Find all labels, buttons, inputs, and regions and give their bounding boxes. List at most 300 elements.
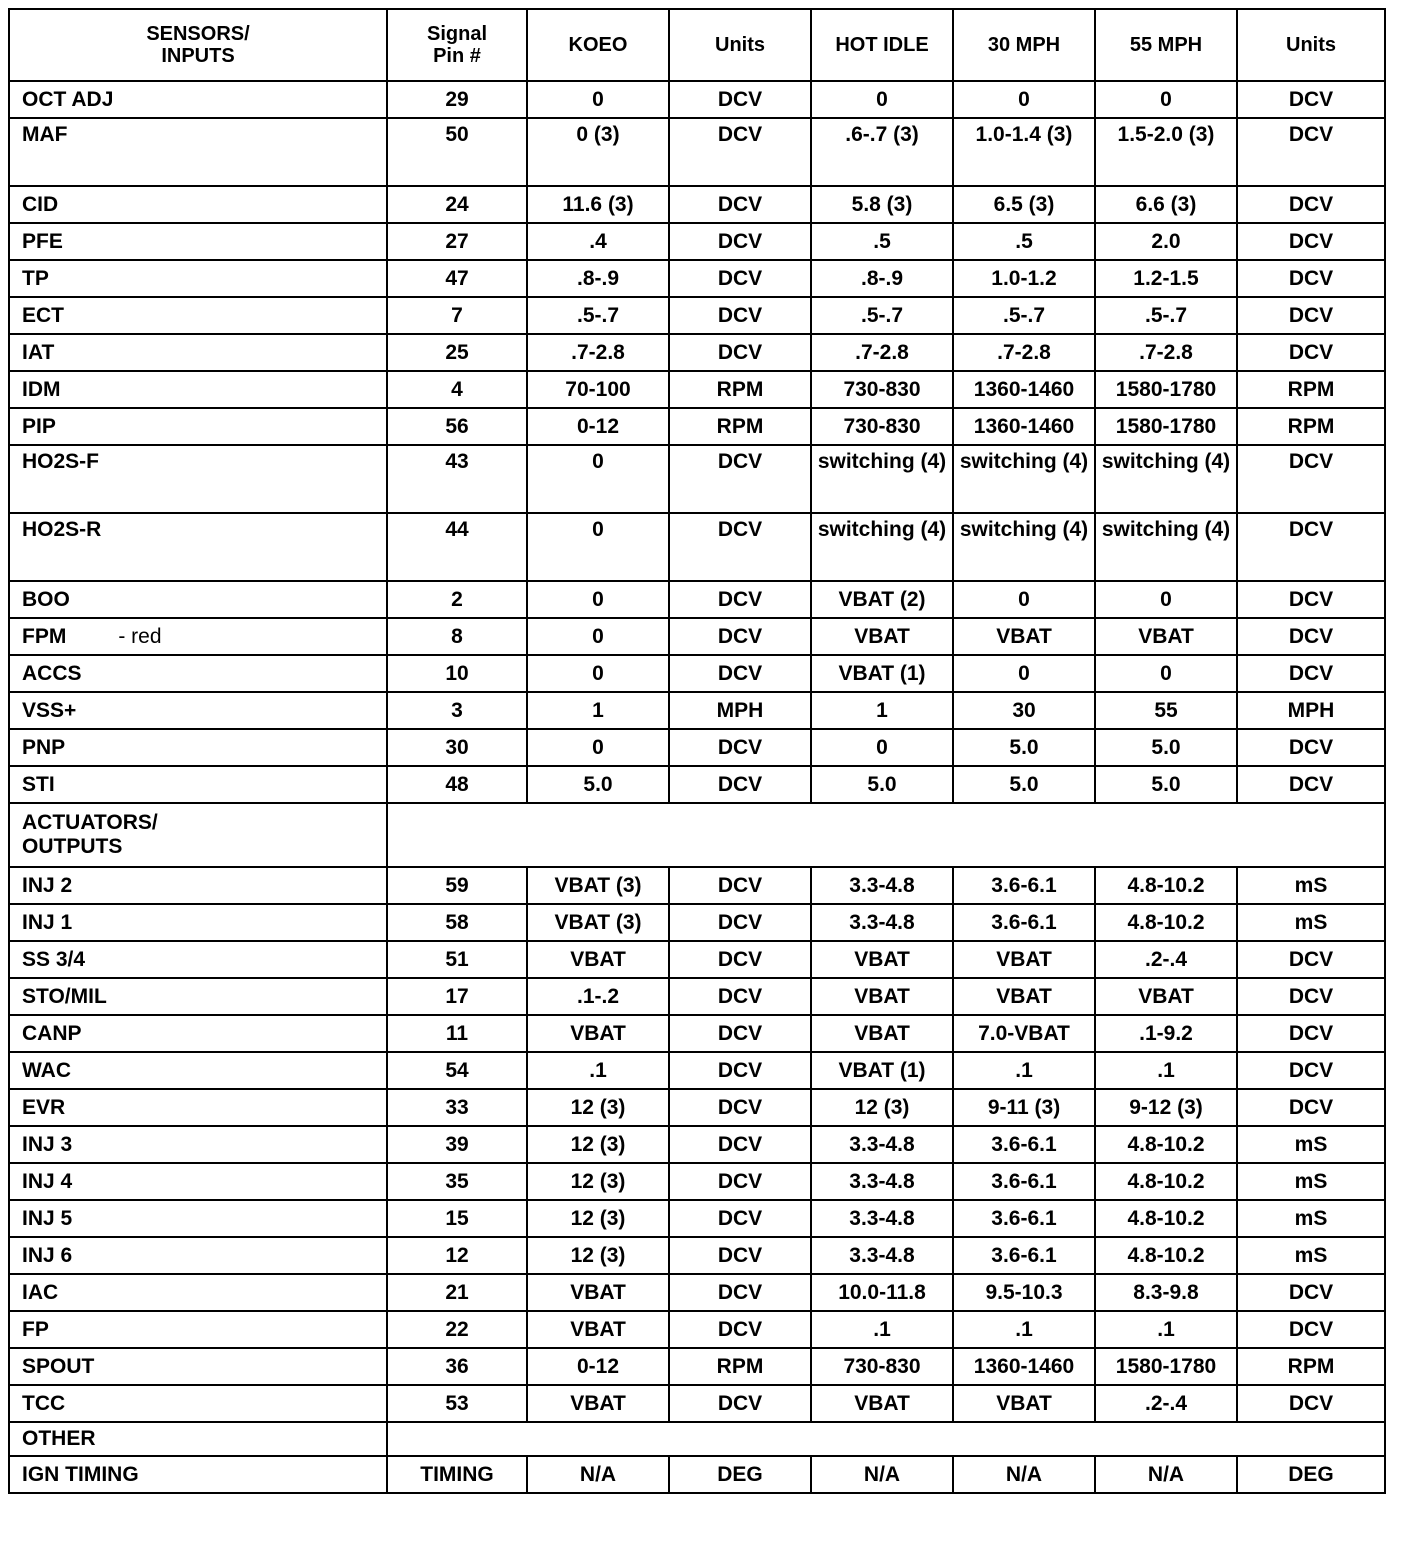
cell-m55: 55 — [1095, 692, 1237, 729]
cell-pin: 3 — [387, 692, 527, 729]
cell-hot: 3.3-4.8 — [811, 1200, 953, 1237]
cell-hot: 3.3-4.8 — [811, 1237, 953, 1274]
cell-pin: 56 — [387, 408, 527, 445]
cell-units1: DCV — [669, 1385, 811, 1422]
cell-units1: DCV — [669, 1237, 811, 1274]
row-label — [9, 766, 387, 803]
cell-m55: VBAT — [1095, 618, 1237, 655]
row-name: EVR — [22, 1095, 66, 1119]
cell-units2: DCV — [1237, 334, 1385, 371]
cell-m30: 30 — [953, 692, 1095, 729]
cell-m30: 3.6-6.1 — [953, 867, 1095, 904]
cell-pin: 36 — [387, 1348, 527, 1385]
cell-units2: DCV — [1237, 1089, 1385, 1126]
row-name: SPOUT — [22, 1354, 95, 1378]
cell-m30: 1.0-1.4 (3) — [953, 118, 1095, 186]
cell-units1: DCV — [669, 867, 811, 904]
table-row — [9, 260, 1385, 297]
cell-m55: 5.0 — [1095, 766, 1237, 803]
table-row — [9, 1089, 1385, 1126]
cell-units2: RPM — [1237, 408, 1385, 445]
cell-m30: 3.6-6.1 — [953, 1163, 1095, 1200]
cell-pin: 48 — [387, 766, 527, 803]
table-row — [9, 371, 1385, 408]
cell-koeo: N/A — [527, 1456, 669, 1493]
cell-units2: mS — [1237, 1237, 1385, 1274]
cell-units1: DCV — [669, 1274, 811, 1311]
cell-koeo: .8-.9 — [527, 260, 669, 297]
row-label — [9, 1456, 387, 1493]
cell-m30: 1360-1460 — [953, 408, 1095, 445]
cell-pin: 8 — [387, 618, 527, 655]
cell-units2: mS — [1237, 904, 1385, 941]
cell-m30: .1 — [953, 1052, 1095, 1089]
cell-units1: DEG — [669, 1456, 811, 1493]
cell-m30: VBAT — [953, 941, 1095, 978]
row-label — [9, 655, 387, 692]
cell-m30: 7.0-VBAT — [953, 1015, 1095, 1052]
cell-m30: 3.6-6.1 — [953, 1126, 1095, 1163]
cell-pin: TIMING — [387, 1456, 527, 1493]
cell-pin: 27 — [387, 223, 527, 260]
cell-hot: 0 — [811, 81, 953, 118]
row-label — [9, 1311, 387, 1348]
row-label — [9, 1015, 387, 1052]
cell-pin: 33 — [387, 1089, 527, 1126]
cell-pin: 25 — [387, 334, 527, 371]
cell-m55: .5-.7 — [1095, 297, 1237, 334]
cell-units2: DCV — [1237, 941, 1385, 978]
row-name: TP — [22, 266, 49, 290]
cell-units1: DCV — [669, 223, 811, 260]
cell-m30: 3.6-6.1 — [953, 1237, 1095, 1274]
row-name: FPM — [22, 624, 67, 648]
cell-m55: VBAT — [1095, 978, 1237, 1015]
cell-hot: switching (4) — [811, 445, 953, 513]
cell-m55: 0 — [1095, 81, 1237, 118]
table-row — [9, 1385, 1385, 1422]
cell-koeo: 0 — [527, 513, 669, 581]
cell-units2: DCV — [1237, 978, 1385, 1015]
cell-m55: 4.8-10.2 — [1095, 1200, 1237, 1237]
cell-m55: 6.6 (3) — [1095, 186, 1237, 223]
cell-koeo: VBAT (3) — [527, 867, 669, 904]
cell-m55: .1 — [1095, 1311, 1237, 1348]
table-row — [9, 118, 1385, 186]
header-sensors-inputs: SENSORS/ INPUTS — [9, 9, 387, 81]
cell-m30: .7-2.8 — [953, 334, 1095, 371]
cell-hot: 730-830 — [811, 1348, 953, 1385]
header-units: Units — [669, 9, 811, 81]
cell-units2: DCV — [1237, 655, 1385, 692]
cell-koeo: VBAT — [527, 1311, 669, 1348]
cell-pin: 58 — [387, 904, 527, 941]
cell-koeo: 12 (3) — [527, 1163, 669, 1200]
cell-koeo: 0 — [527, 655, 669, 692]
cell-units2: DCV — [1237, 1015, 1385, 1052]
table-row — [9, 445, 1385, 513]
row-name: PIP — [22, 414, 56, 438]
cell-koeo: 0 — [527, 81, 669, 118]
cell-koeo: VBAT — [527, 941, 669, 978]
table-row — [9, 223, 1385, 260]
cell-pin: 7 — [387, 297, 527, 334]
table-row — [9, 1015, 1385, 1052]
cell-hot: 3.3-4.8 — [811, 1163, 953, 1200]
cell-koeo: 70-100 — [527, 371, 669, 408]
cell-units2: DCV — [1237, 186, 1385, 223]
cell-hot: 0 — [811, 729, 953, 766]
cell-m55: 4.8-10.2 — [1095, 1126, 1237, 1163]
cell-units2: DCV — [1237, 223, 1385, 260]
cell-koeo: 12 (3) — [527, 1237, 669, 1274]
cell-m55: 4.8-10.2 — [1095, 1237, 1237, 1274]
cell-hot: .5-.7 — [811, 297, 953, 334]
cell-pin: 4 — [387, 371, 527, 408]
cell-hot: 3.3-4.8 — [811, 904, 953, 941]
cell-m55: 4.8-10.2 — [1095, 867, 1237, 904]
cell-m55: 4.8-10.2 — [1095, 1163, 1237, 1200]
cell-units1: DCV — [669, 513, 811, 581]
row-name: FP — [22, 1317, 49, 1341]
cell-m30: .1 — [953, 1311, 1095, 1348]
cell-koeo: 0 — [527, 445, 669, 513]
cell-hot: .8-.9 — [811, 260, 953, 297]
row-label — [9, 118, 387, 186]
table-row — [9, 1456, 1385, 1493]
cell-units1: DCV — [669, 904, 811, 941]
cell-koeo: 12 (3) — [527, 1200, 669, 1237]
cell-m30: 9-11 (3) — [953, 1089, 1095, 1126]
cell-m55: .7-2.8 — [1095, 334, 1237, 371]
row-name: INJ 1 — [22, 910, 73, 934]
row-name: STO/MIL — [22, 984, 107, 1008]
row-label — [9, 223, 387, 260]
cell-m30: VBAT — [953, 618, 1095, 655]
cell-m55: .1 — [1095, 1052, 1237, 1089]
row-label — [9, 904, 387, 941]
cell-m55: 9-12 (3) — [1095, 1089, 1237, 1126]
cell-koeo: 0 — [527, 729, 669, 766]
cell-units2: DCV — [1237, 766, 1385, 803]
cell-hot: 10.0-11.8 — [811, 1274, 953, 1311]
cell-hot: VBAT (2) — [811, 581, 953, 618]
cell-koeo: 5.0 — [527, 766, 669, 803]
table-row — [9, 513, 1385, 581]
cell-koeo: .5-.7 — [527, 297, 669, 334]
cell-hot: switching (4) — [811, 513, 953, 581]
cell-m55: 4.8-10.2 — [1095, 904, 1237, 941]
cell-units2: mS — [1237, 1163, 1385, 1200]
table-row — [9, 655, 1385, 692]
cell-m55: switching (4) — [1095, 445, 1237, 513]
table-row — [9, 1163, 1385, 1200]
row-name: TCC — [22, 1391, 66, 1415]
cell-pin: 51 — [387, 941, 527, 978]
cell-units1: RPM — [669, 1348, 811, 1385]
sensor-values-table — [8, 8, 1386, 1494]
cell-units2: DCV — [1237, 1052, 1385, 1089]
cell-units2: RPM — [1237, 1348, 1385, 1385]
row-name: IDM — [22, 377, 61, 401]
cell-units1: DCV — [669, 1163, 811, 1200]
cell-pin: 39 — [387, 1126, 527, 1163]
cell-units1: DCV — [669, 1200, 811, 1237]
row-note: - red — [118, 624, 162, 648]
cell-koeo: 0 — [527, 618, 669, 655]
row-label — [9, 334, 387, 371]
row-name: ECT — [22, 303, 64, 327]
header-signal-pin: Signal Pin # — [387, 9, 527, 81]
row-label — [9, 1052, 387, 1089]
cell-hot: 3.3-4.8 — [811, 867, 953, 904]
row-name: PFE — [22, 229, 63, 253]
cell-units1: DCV — [669, 618, 811, 655]
cell-hot: VBAT (1) — [811, 655, 953, 692]
cell-m30: 6.5 (3) — [953, 186, 1095, 223]
row-label — [9, 408, 387, 445]
row-name: CANP — [22, 1021, 82, 1045]
cell-hot: VBAT — [811, 978, 953, 1015]
header-55-mph: 55 MPH — [1095, 9, 1237, 81]
table-row — [9, 941, 1385, 978]
cell-units2: RPM — [1237, 371, 1385, 408]
cell-units1: RPM — [669, 371, 811, 408]
cell-m30: 0 — [953, 655, 1095, 692]
row-name: IAC — [22, 1280, 59, 1304]
cell-units2: DEG — [1237, 1456, 1385, 1493]
cell-m30: 1.0-1.2 — [953, 260, 1095, 297]
table-row — [9, 408, 1385, 445]
cell-koeo: 1 — [527, 692, 669, 729]
row-label — [9, 729, 387, 766]
cell-koeo: 12 (3) — [527, 1089, 669, 1126]
row-label — [9, 1163, 387, 1200]
cell-m30: 1360-1460 — [953, 371, 1095, 408]
table-row — [9, 1200, 1385, 1237]
cell-units1: DCV — [669, 655, 811, 692]
row-label — [9, 1237, 387, 1274]
cell-pin: 30 — [387, 729, 527, 766]
cell-units2: DCV — [1237, 260, 1385, 297]
row-name: INJ 3 — [22, 1132, 73, 1156]
cell-m30: 1360-1460 — [953, 1348, 1095, 1385]
row-label — [9, 941, 387, 978]
row-label — [9, 1089, 387, 1126]
cell-pin: 22 — [387, 1311, 527, 1348]
cell-koeo: VBAT (3) — [527, 904, 669, 941]
row-name: SS 3/4 — [22, 947, 86, 971]
cell-koeo: 12 (3) — [527, 1126, 669, 1163]
cell-m55: 1580-1780 — [1095, 371, 1237, 408]
row-label — [9, 297, 387, 334]
cell-units1: DCV — [669, 941, 811, 978]
cell-units2: DCV — [1237, 1311, 1385, 1348]
cell-pin: 54 — [387, 1052, 527, 1089]
cell-units1: DCV — [669, 81, 811, 118]
cell-units2: DCV — [1237, 445, 1385, 513]
row-label — [9, 1274, 387, 1311]
row-label — [9, 1385, 387, 1422]
table-row — [9, 618, 1385, 655]
cell-units1: DCV — [669, 334, 811, 371]
cell-units2: mS — [1237, 1200, 1385, 1237]
cell-hot: 730-830 — [811, 371, 953, 408]
cell-m30: .5-.7 — [953, 297, 1095, 334]
table-row — [9, 334, 1385, 371]
section-other-title: OTHER — [9, 1422, 387, 1456]
row-name: INJ 4 — [22, 1169, 73, 1193]
cell-pin: 24 — [387, 186, 527, 223]
cell-hot: N/A — [811, 1456, 953, 1493]
cell-m30: 5.0 — [953, 766, 1095, 803]
cell-pin: 15 — [387, 1200, 527, 1237]
row-label — [9, 618, 387, 655]
cell-koeo: .1-.2 — [527, 978, 669, 1015]
cell-units1: DCV — [669, 729, 811, 766]
cell-koeo: VBAT — [527, 1385, 669, 1422]
table-row — [9, 81, 1385, 118]
cell-m55: 1580-1780 — [1095, 408, 1237, 445]
cell-units1: DCV — [669, 581, 811, 618]
table-row — [9, 186, 1385, 223]
row-name: VSS+ — [22, 698, 77, 722]
section-actuators-outputs-title: ACTUATORS/ OUTPUTS — [9, 803, 387, 867]
cell-m55: switching (4) — [1095, 513, 1237, 581]
cell-units1: DCV — [669, 1126, 811, 1163]
row-name: MAF — [22, 123, 68, 146]
table-row — [9, 1348, 1385, 1385]
cell-hot: 12 (3) — [811, 1089, 953, 1126]
cell-koeo: 0 (3) — [527, 118, 669, 186]
cell-hot: .6-.7 (3) — [811, 118, 953, 186]
cell-units1: DCV — [669, 978, 811, 1015]
cell-pin: 47 — [387, 260, 527, 297]
row-name: INJ 2 — [22, 873, 73, 897]
cell-pin: 21 — [387, 1274, 527, 1311]
row-name: CID — [22, 192, 59, 216]
table-row — [9, 692, 1385, 729]
cell-m55: 0 — [1095, 581, 1237, 618]
cell-units2: MPH — [1237, 692, 1385, 729]
cell-m30: 0 — [953, 581, 1095, 618]
row-name: PNP — [22, 735, 66, 759]
cell-m30: 9.5-10.3 — [953, 1274, 1095, 1311]
header-koeo: KOEO — [527, 9, 669, 81]
cell-m30: 0 — [953, 81, 1095, 118]
table-row — [9, 1311, 1385, 1348]
row-name: STI — [22, 772, 55, 796]
cell-units2: DCV — [1237, 118, 1385, 186]
row-label — [9, 513, 387, 581]
cell-units2: DCV — [1237, 581, 1385, 618]
cell-pin: 44 — [387, 513, 527, 581]
cell-units1: MPH — [669, 692, 811, 729]
cell-m55: .2-.4 — [1095, 941, 1237, 978]
row-name: OCT ADJ — [22, 87, 114, 111]
cell-m30: 5.0 — [953, 729, 1095, 766]
cell-units2: DCV — [1237, 729, 1385, 766]
cell-units1: DCV — [669, 186, 811, 223]
table-row — [9, 1052, 1385, 1089]
table-row — [9, 1126, 1385, 1163]
cell-units2: mS — [1237, 1126, 1385, 1163]
cell-units1: DCV — [669, 297, 811, 334]
cell-m30: N/A — [953, 1456, 1095, 1493]
table-row — [9, 978, 1385, 1015]
cell-units2: DCV — [1237, 1274, 1385, 1311]
header-row — [9, 9, 1385, 81]
cell-pin: 50 — [387, 118, 527, 186]
cell-units1: DCV — [669, 445, 811, 513]
cell-m55: 1.5-2.0 (3) — [1095, 118, 1237, 186]
row-name: IAT — [22, 340, 55, 364]
cell-hot: VBAT — [811, 618, 953, 655]
cell-units2: DCV — [1237, 513, 1385, 581]
row-name: INJ 5 — [22, 1206, 73, 1230]
cell-hot: VBAT — [811, 941, 953, 978]
header-hot-idle: HOT IDLE — [811, 9, 953, 81]
cell-m30: VBAT — [953, 1385, 1095, 1422]
table-row — [9, 867, 1385, 904]
cell-units1: DCV — [669, 1089, 811, 1126]
cell-units1: DCV — [669, 1015, 811, 1052]
cell-units2: DCV — [1237, 81, 1385, 118]
cell-pin: 17 — [387, 978, 527, 1015]
cell-pin: 59 — [387, 867, 527, 904]
row-name: HO2S-R — [22, 518, 102, 541]
cell-pin: 43 — [387, 445, 527, 513]
cell-hot: .1 — [811, 1311, 953, 1348]
row-label — [9, 81, 387, 118]
row-label — [9, 581, 387, 618]
cell-hot: 5.8 (3) — [811, 186, 953, 223]
row-label — [9, 1200, 387, 1237]
row-label — [9, 1126, 387, 1163]
cell-koeo: .4 — [527, 223, 669, 260]
row-name: BOO — [22, 587, 70, 611]
cell-units2: DCV — [1237, 1385, 1385, 1422]
cell-koeo: 0-12 — [527, 408, 669, 445]
header-30-mph: 30 MPH — [953, 9, 1095, 81]
row-name: HO2S-F — [22, 450, 100, 473]
cell-koeo: 0 — [527, 581, 669, 618]
table-row — [9, 729, 1385, 766]
cell-units1: DCV — [669, 260, 811, 297]
cell-m55: 0 — [1095, 655, 1237, 692]
row-label — [9, 371, 387, 408]
table-row — [9, 1237, 1385, 1274]
cell-hot: 730-830 — [811, 408, 953, 445]
cell-units1: DCV — [669, 1052, 811, 1089]
cell-pin: 10 — [387, 655, 527, 692]
cell-hot: VBAT — [811, 1385, 953, 1422]
cell-units2: mS — [1237, 867, 1385, 904]
cell-koeo: 11.6 (3) — [527, 186, 669, 223]
row-name: IGN TIMING — [22, 1462, 139, 1486]
cell-m55: N/A — [1095, 1456, 1237, 1493]
cell-m55: .1-9.2 — [1095, 1015, 1237, 1052]
cell-koeo: 0-12 — [527, 1348, 669, 1385]
cell-m55: 2.0 — [1095, 223, 1237, 260]
cell-hot: .5 — [811, 223, 953, 260]
cell-m55: .2-.4 — [1095, 1385, 1237, 1422]
cell-koeo: .7-2.8 — [527, 334, 669, 371]
cell-m30: switching (4) — [953, 445, 1095, 513]
cell-hot: .7-2.8 — [811, 334, 953, 371]
row-label — [9, 1348, 387, 1385]
cell-hot: 1 — [811, 692, 953, 729]
